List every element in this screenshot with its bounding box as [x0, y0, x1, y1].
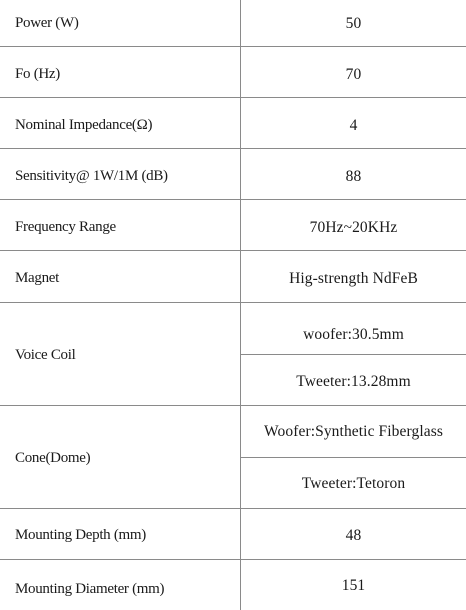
row-divider	[0, 97, 466, 98]
row-value-sensitivity: 88	[345, 168, 362, 185]
sub-row-divider	[240, 354, 466, 355]
row-divider	[0, 405, 466, 406]
row-value-voice-coil-tweeter: Tweeter:13.28mm	[296, 373, 411, 390]
row-label-voice-coil: Voice Coil	[15, 347, 76, 363]
row-label-cone-dome: Cone(Dome)	[15, 450, 91, 466]
row-value-cone-tweeter: Tweeter:Tetoron	[301, 475, 406, 492]
row-divider	[0, 559, 466, 560]
row-divider	[0, 46, 466, 47]
row-value-frequency-range: 70Hz~20KHz	[309, 219, 398, 236]
row-label-sensitivity: Sensitivity@ 1W/1M (dB)	[15, 168, 168, 184]
row-value-magnet: Hig-strength NdFeB	[289, 270, 418, 287]
row-value-impedance: 4	[349, 117, 358, 134]
row-divider	[0, 508, 466, 509]
row-value-fo: 70	[345, 66, 362, 83]
row-value-mounting-diameter: 151	[341, 577, 366, 594]
row-divider	[0, 199, 466, 200]
row-label-magnet: Magnet	[15, 270, 60, 286]
column-divider	[240, 0, 241, 610]
row-value-mounting-depth: 48	[345, 527, 362, 544]
row-label-fo: Fo (Hz)	[15, 66, 60, 82]
row-label-mounting-diameter: Mounting Diameter (mm)	[15, 581, 165, 597]
row-label-frequency-range: Frequency Range	[15, 219, 116, 235]
sub-row-divider	[240, 457, 466, 458]
row-label-power: Power (W)	[15, 15, 79, 31]
row-label-mounting-depth: Mounting Depth (mm)	[15, 527, 146, 543]
row-value-power: 50	[345, 15, 362, 32]
row-divider	[0, 302, 466, 303]
row-label-impedance: Nominal Impedance(Ω)	[15, 117, 153, 133]
row-value-cone-woofer: Woofer:Synthetic Fiberglass	[264, 423, 443, 440]
row-divider	[0, 148, 466, 149]
row-value-voice-coil-woofer: woofer:30.5mm	[303, 326, 404, 343]
row-divider	[0, 250, 466, 251]
